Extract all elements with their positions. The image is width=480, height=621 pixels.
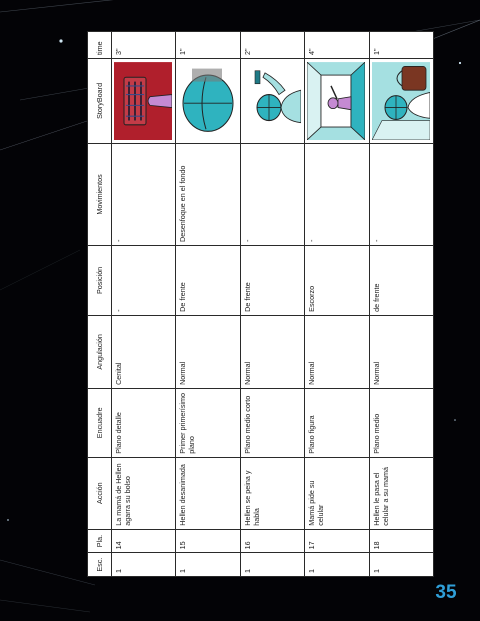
cell-movimientos: Desenfoque en el fondo: [176, 143, 240, 245]
header-esc: Esc.: [88, 553, 112, 577]
table-row: [305, 32, 369, 577]
cell-storyboard: [176, 58, 240, 143]
cell-pla: 14: [112, 529, 176, 553]
table-row: [369, 32, 433, 577]
cell-encuadre: Primer primerísimo plano: [176, 388, 240, 457]
cell-encuadre: Plano detalle: [112, 388, 176, 457]
cell-posicion: -: [112, 245, 176, 315]
cell-accion: Hellen desanimada: [176, 457, 240, 529]
table-header-row: [88, 32, 112, 577]
cell-time: 3": [112, 32, 176, 59]
table-row: [240, 32, 304, 577]
cell-encuadre: Plano medio corto: [240, 388, 304, 457]
header-encuadre: Encuadre: [88, 388, 112, 457]
cell-movimientos: -: [240, 143, 304, 245]
cell-storyboard: [305, 58, 369, 143]
bag-handle-closeup-icon: [114, 62, 172, 140]
header-movimientos: Movimientos: [88, 143, 112, 245]
cell-posicion: De frente: [240, 245, 304, 315]
cell-angulacion: Cenital: [112, 315, 176, 388]
page-number: 35: [435, 582, 457, 603]
cell-accion: La mamá de Hellen agarra su bolso: [112, 457, 176, 529]
cell-posicion: De frente: [176, 245, 240, 315]
cell-encuadre: Plano figura: [305, 388, 369, 457]
mother-in-room-icon: [307, 62, 365, 140]
girl-handing-phone-icon: [372, 62, 430, 140]
cell-angulacion: Normal: [305, 315, 369, 388]
header-posicion: Posición: [88, 245, 112, 315]
header-pla: Pla.: [88, 529, 112, 553]
cell-pla: 15: [176, 529, 240, 553]
header-accion: Acción: [88, 457, 112, 529]
cell-angulacion: Normal: [369, 315, 433, 388]
face-closeup-icon: [178, 62, 236, 140]
cell-storyboard: [240, 58, 304, 143]
cell-esc: 1: [305, 553, 369, 577]
storyboard-table: [87, 31, 434, 577]
cell-pla: 17: [305, 529, 369, 553]
cell-accion: Hellen se peina y habla: [240, 457, 304, 529]
header-time: time: [88, 32, 112, 59]
girl-combing-hair-icon: [243, 62, 301, 140]
cell-storyboard: [369, 58, 433, 143]
cell-posicion: de frente: [369, 245, 433, 315]
cell-storyboard: [112, 58, 176, 143]
cell-time: 1": [369, 32, 433, 59]
storyboard-sheet: [87, 31, 434, 577]
cell-time: 1": [176, 32, 240, 59]
cell-time: 2": [240, 32, 304, 59]
cell-posicion: Escorzo: [305, 245, 369, 315]
cell-accion: Hellen le pasa el celular a su mamá: [369, 457, 433, 529]
cell-esc: 1: [112, 553, 176, 577]
table-row: [176, 32, 240, 577]
cell-time: 4": [305, 32, 369, 59]
table-row: [112, 32, 176, 577]
cell-movimientos: -: [305, 143, 369, 245]
cell-pla: 18: [369, 529, 433, 553]
cell-esc: 1: [369, 553, 433, 577]
cell-accion: Mamá pide su celular: [305, 457, 369, 529]
cell-pla: 16: [240, 529, 304, 553]
cell-encuadre: Plano medio: [369, 388, 433, 457]
header-angulacion: Angulación: [88, 315, 112, 388]
header-storyboard: StoryBoard: [88, 58, 112, 143]
cell-angulacion: Normal: [176, 315, 240, 388]
cell-movimientos: -: [112, 143, 176, 245]
cell-esc: 1: [240, 553, 304, 577]
cell-movimientos: -: [369, 143, 433, 245]
cell-esc: 1: [176, 553, 240, 577]
cell-angulacion: Normal: [240, 315, 304, 388]
